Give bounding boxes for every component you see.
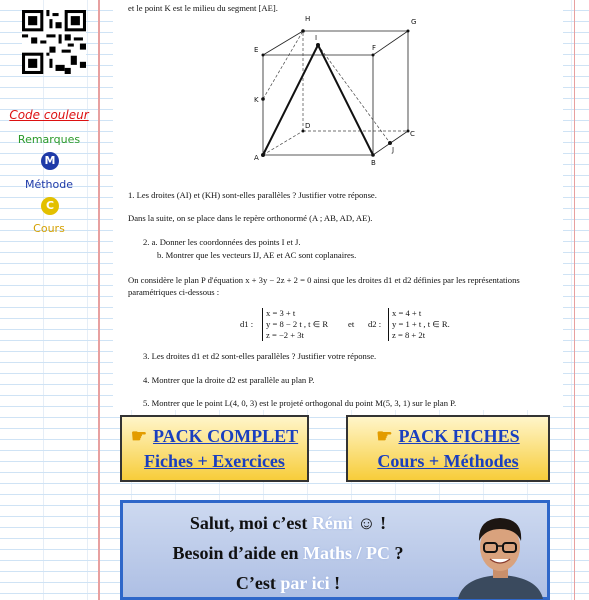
tutor-avatar [458, 509, 543, 599]
pack-complet-button[interactable] [120, 415, 309, 482]
promo-cta-suffix: ! [329, 573, 341, 593]
pack-fiches-subtitle: Cours + Méthodes [377, 451, 519, 471]
frame-text: Dans la suite, on se place dans le repère orthonormé (A ; AB, AD, AE). [128, 213, 373, 223]
pointing-hand-icon: ☛ [376, 426, 393, 446]
label-E: E [254, 46, 259, 54]
label-K: K [254, 96, 259, 104]
sidebar [0, 0, 98, 600]
plane-text-1: On considère le plan P d'équation x + 3y − 2z + 2 = 0 ainsi que les droites d1 et d2 définies par les représentations [128, 275, 520, 285]
d2-eq-z: z = 8 + 2t [392, 330, 426, 340]
legend-title: Code couleur [9, 108, 89, 122]
qr-code[interactable] [22, 10, 86, 74]
d1-name: d1 : [240, 319, 254, 329]
promo-help: Besoin d’aide en [172, 543, 304, 563]
promo-question: ? [390, 543, 404, 563]
pack-complet-title: PACK COMPLET [152, 426, 299, 446]
promo-line-3 [123, 573, 453, 594]
legend-remarks: Remarques [17, 133, 81, 146]
promo-link[interactable]: par ici [280, 573, 330, 593]
promo-line-2 [123, 543, 453, 564]
d2-name: d2 : [368, 319, 382, 329]
margin-line [98, 0, 100, 600]
question-4: 4. Montrer que la droite d2 est parallèle au plan P. [143, 375, 315, 385]
promo-smiley: ☺ ! [352, 513, 387, 533]
promo-subject: Maths / PC [303, 543, 391, 563]
pack-complet-subtitle: Fiches + Exercices [144, 451, 285, 471]
label-C: C [410, 130, 415, 138]
label-H: H [305, 15, 311, 23]
legend-course: Cours [33, 222, 65, 235]
promo-name: Rémi [311, 513, 353, 533]
d1-system [262, 308, 328, 341]
label-D: D [305, 122, 311, 130]
d2-eq-x: x = 4 + t [392, 308, 422, 318]
label-B: B [371, 159, 376, 167]
right-margin-line [574, 0, 575, 600]
intro-text: et le point K est le milieu du segment [AE]. [128, 3, 278, 13]
method-badge-icon: M [41, 152, 59, 170]
pointing-hand-icon: ☛ [130, 426, 147, 446]
question-2b: b. Montrer que les vecteurs IJ, AE et AC sont coplanaires. [157, 250, 357, 260]
cube-figure [253, 12, 423, 172]
d2-system [388, 308, 450, 341]
course-badge-icon: C [41, 197, 59, 215]
d1-eq-y: y = 8 − 2 t , t ∈ R [266, 319, 329, 329]
and-text: et [348, 319, 355, 329]
d2-eq-y: y = 1 + t , t ∈ R. [392, 319, 450, 329]
d1-eq-z: z = −2 + 3t [266, 330, 304, 340]
label-G: G [411, 18, 417, 26]
pack-fiches-title: PACK FICHES [398, 426, 520, 446]
promo-line-1 [123, 513, 453, 534]
promo-greeting: Salut, moi c’est [189, 513, 312, 533]
question-3: 3. Les droites d1 et d2 sont-elles parallèles ? Justifier votre réponse. [143, 351, 377, 361]
label-I: I [315, 34, 318, 42]
question-5: 5. Montrer que le point L(4, 0, 3) est le projeté orthogonal du point M(5, 3, 1) sur le plan P. [143, 398, 457, 408]
label-A: A [254, 154, 259, 162]
d1-eq-x: x = 3 + t [266, 308, 296, 318]
label-F: F [372, 44, 377, 52]
label-J: J [392, 146, 395, 154]
plane-text-2: paramétriques ci-dessous : [128, 287, 220, 297]
question-1: 1. Les droites (AI) et (KH) sont-elles parallèles ? Justifier votre réponse. [128, 190, 377, 200]
question-2a: 2. a. Donner les coordonnées des points I et J. [143, 237, 301, 247]
promo-cta-prefix: C’est [235, 573, 281, 593]
pack-fiches-button[interactable] [346, 415, 550, 482]
legend-method: Méthode [24, 178, 74, 191]
tutor-promo-banner[interactable] [120, 500, 550, 600]
